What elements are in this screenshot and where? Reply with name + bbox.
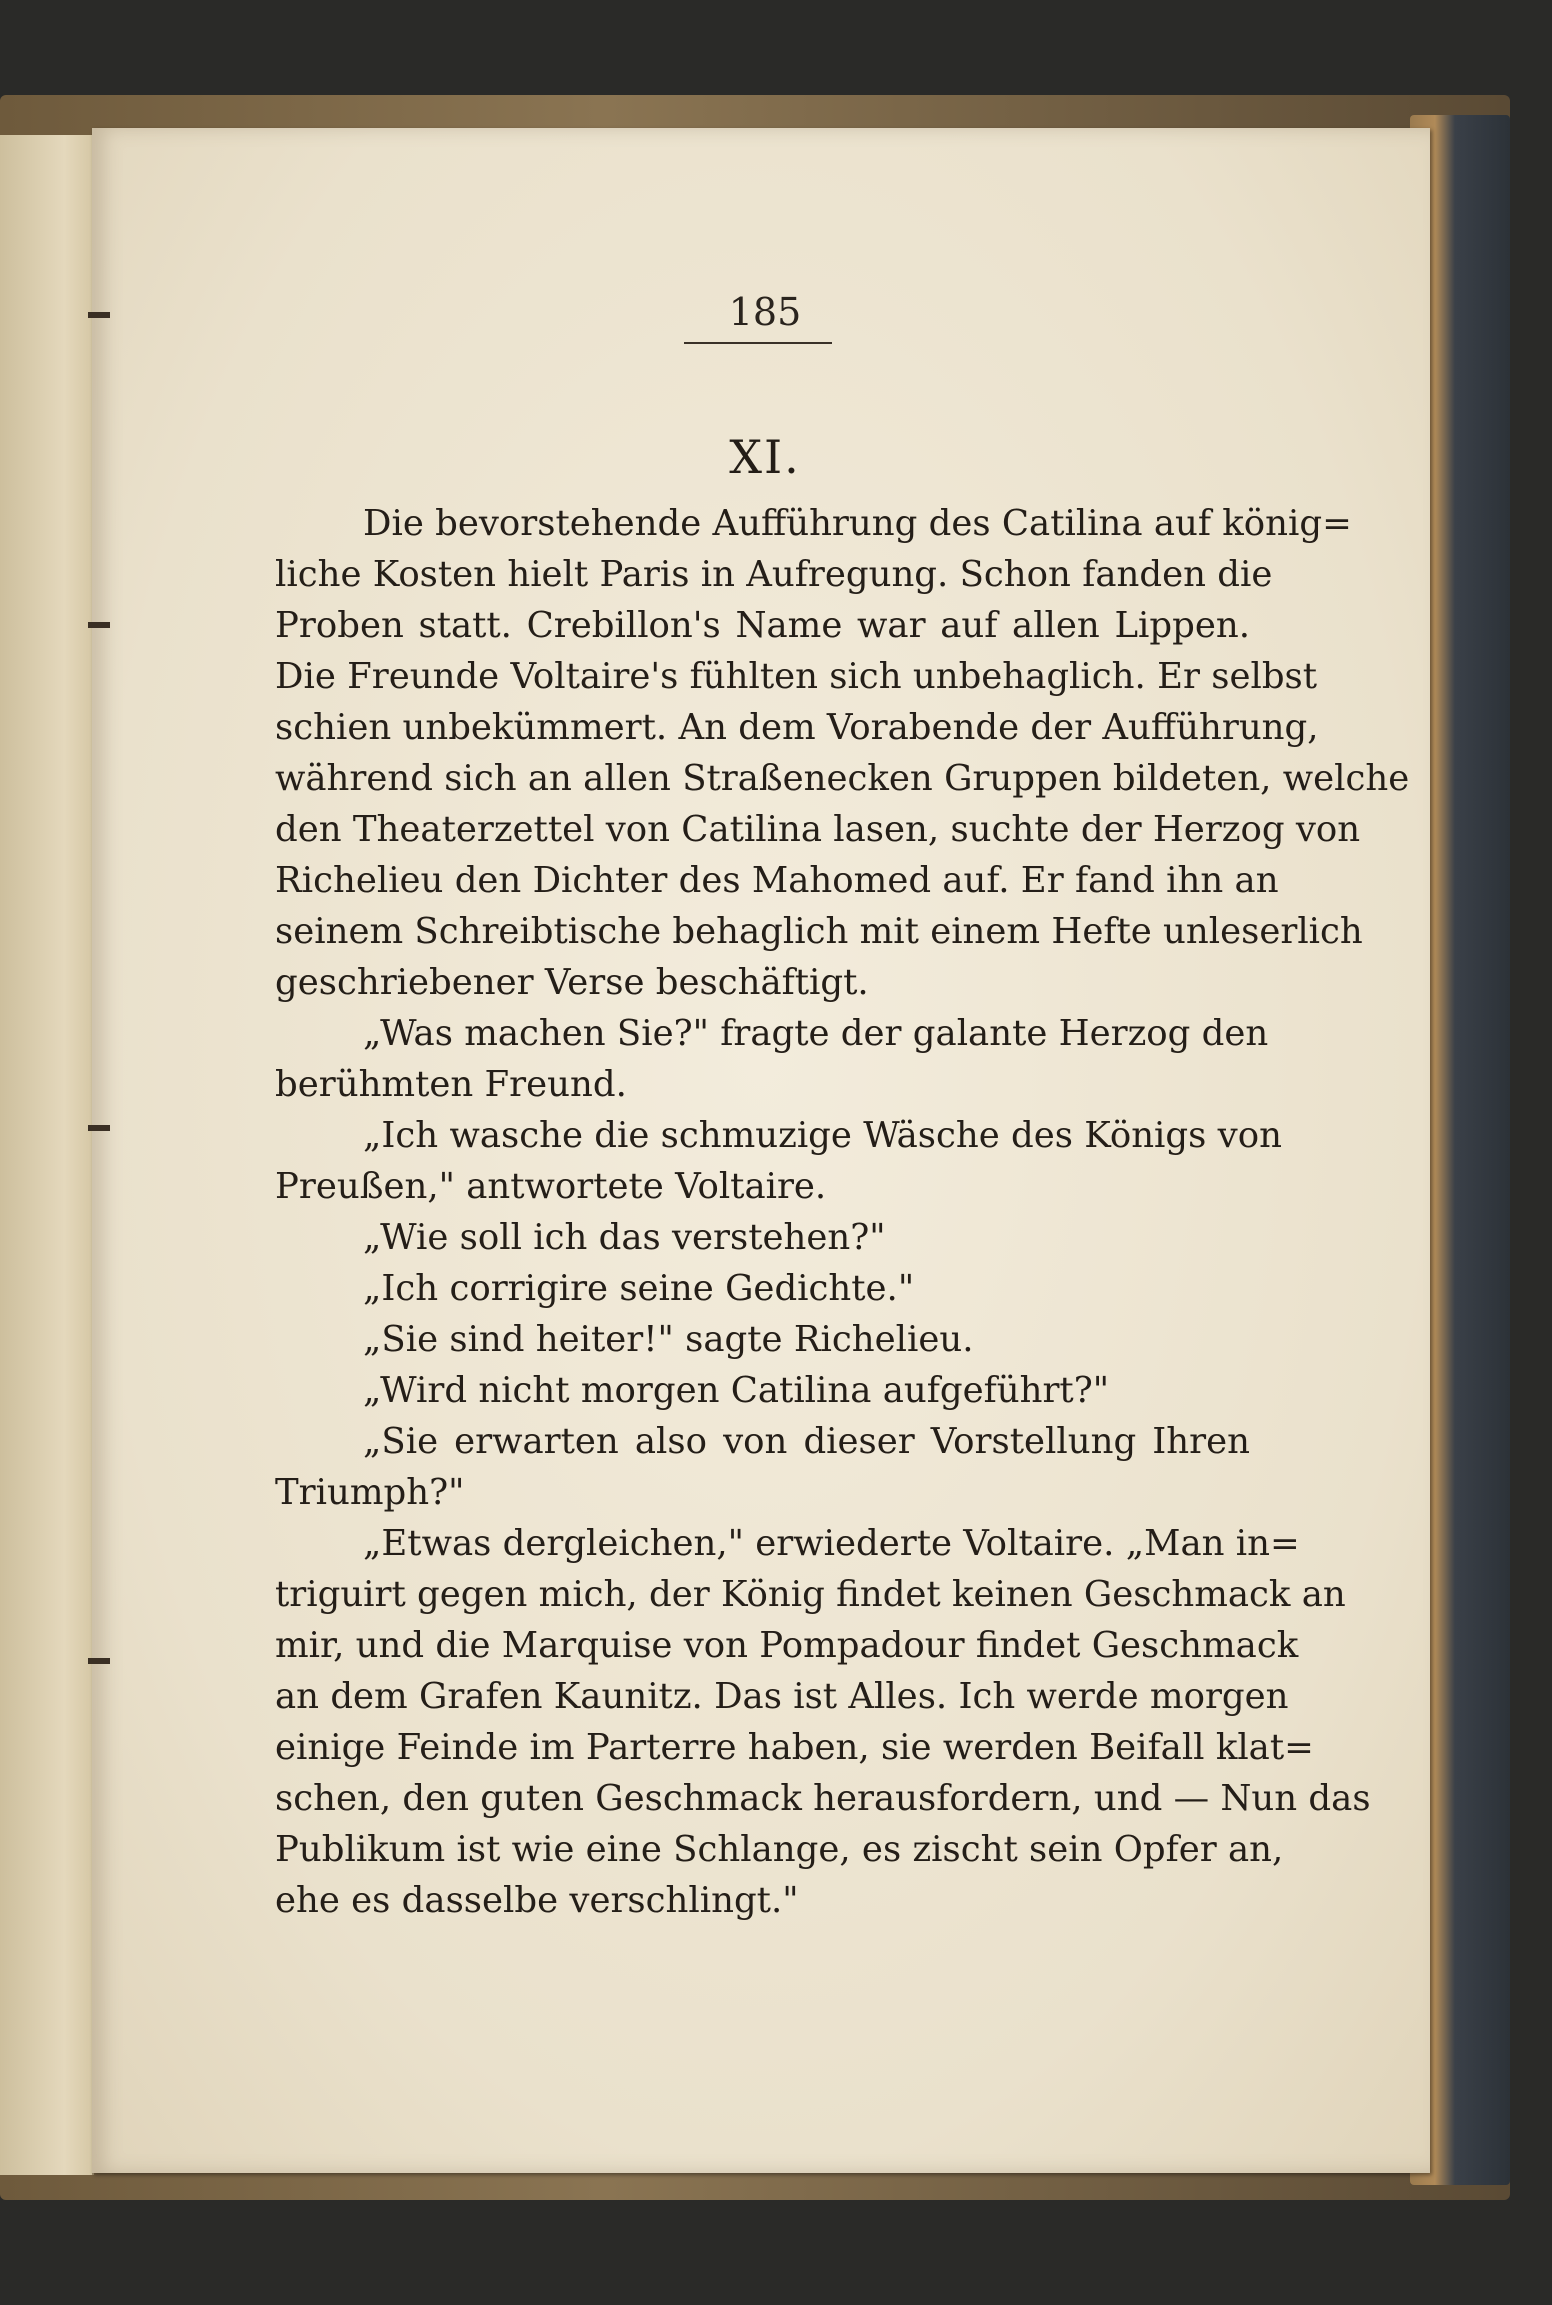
text-line: Richelieu den Dichter des Mahomed auf. Er fand ihn an <box>275 860 1279 901</box>
left-page-edge <box>0 135 94 2175</box>
text-line: Die Freunde Voltaire's fühlten sich unbehaglich. Er selbst <box>275 656 1318 697</box>
text-line: „Wie soll ich das verstehen?" <box>363 1217 886 1258</box>
text-line: Preußen," antwortete Voltaire. <box>275 1166 827 1207</box>
body-text <box>275 498 1410 1926</box>
text-line: liche Kosten hielt Paris in Aufregung. Schon fanden die <box>275 554 1273 595</box>
text-line: „Ich wasche die schmuzige Wäsche des Königs von <box>363 1115 1282 1156</box>
binding-stitch <box>88 312 110 318</box>
binding-stitch <box>88 622 110 628</box>
page-number-rule <box>684 342 832 344</box>
chapter-title: XI. <box>729 430 801 484</box>
text-line: während sich an allen Straßenecken Gruppen bildeten, welche <box>275 758 1410 799</box>
text-line: den Theaterzettel von Catilina lasen, suchte der Herzog von <box>275 809 1361 850</box>
text-line: Die bevorstehende Aufführung des Catilina auf könig= <box>363 503 1352 544</box>
text-line: berühmten Freund. <box>275 1064 627 1105</box>
text-line: geschriebener Verse beschäftigt. <box>275 962 869 1003</box>
text-line: „Sie erwarten also von dieser Vorstellung Ihren <box>363 1421 1250 1462</box>
text-line: „Sie sind heiter!" sagte Richelieu. <box>363 1319 974 1360</box>
page-number: 185 <box>728 290 802 334</box>
text-line: schen, den guten Geschmack herausfordern, und — Nun das <box>275 1778 1371 1819</box>
text-line: „Ich corrigire seine Gedichte." <box>363 1268 915 1309</box>
text-line: triguirt gegen mich, der König findet keinen Geschmack an <box>275 1574 1346 1615</box>
text-line: „Wird nicht morgen Catilina aufgeführt?" <box>363 1370 1110 1411</box>
text-line: ehe es dasselbe verschlingt." <box>275 1880 799 1921</box>
text-line: einige Feinde im Parterre haben, sie werden Beifall klat= <box>275 1727 1314 1768</box>
binding-stitch <box>88 1658 110 1664</box>
binding-stitch <box>88 1125 110 1131</box>
text-line: Proben statt. Crebillon's Name war auf allen Lippen. <box>275 605 1250 646</box>
text-line: seinem Schreibtische behaglich mit einem Hefte unleserlich <box>275 911 1363 952</box>
text-line: mir, und die Marquise von Pompadour findet Geschmack <box>275 1625 1299 1666</box>
text-line: an dem Grafen Kaunitz. Das ist Alles. Ich werde morgen <box>275 1676 1289 1717</box>
text-line: schien unbekümmert. An dem Vorabende der Aufführung, <box>275 707 1319 748</box>
text-line: „Was machen Sie?" fragte der galante Herzog den <box>363 1013 1269 1054</box>
text-line: Triumph?" <box>275 1472 465 1513</box>
text-line: Publikum ist wie eine Schlange, es zischt sein Opfer an, <box>275 1829 1284 1870</box>
text-line: „Etwas dergleichen," erwiederte Voltaire. „Man in= <box>363 1523 1300 1564</box>
